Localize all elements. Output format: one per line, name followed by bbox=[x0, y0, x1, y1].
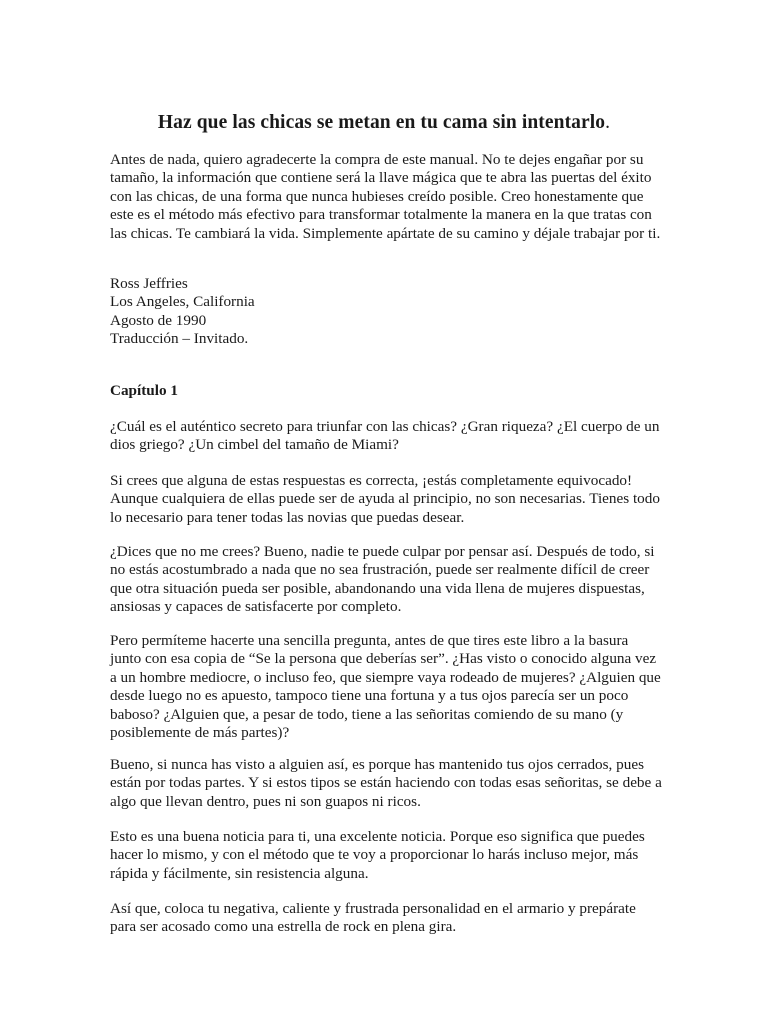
body-paragraph-7: Así que, coloca tu negativa, caliente y frustrada personalidad en el armario y prepárate para ser acosado como una estrella de rock en plena gira. bbox=[110, 900, 636, 936]
intro-paragraph: Antes de nada, quiero agradecerte la compra de este manual. No te dejes engañar por su tamaño, la información que contiene será la llave mágica que te abra las puertas del éxito con las chicas, de una forma que nunca hubieses creído posible. Creo honestamente que este es el método más efectivo para transformar totalmente la manera en la que tratas con las chicas. Te cambiará la vida. Simplemente apártate de su camino y déjale trabajar por ti. bbox=[110, 151, 661, 242]
signature-location: Los Angeles, California bbox=[110, 293, 255, 311]
signature-author: Ross Jeffries bbox=[110, 275, 188, 292]
document-title bbox=[0, 111, 768, 135]
body-paragraph-5: Bueno, si nunca has visto a alguien así, es porque has mantenido tus ojos cerrados, pues están por todas partes. Y si estos tipos se están haciendo con todas esas señoritas, se debe a algo que llevan dentro, pues ni son guapos ni ricos. bbox=[110, 756, 662, 810]
body-paragraph-6: Esto es una buena noticia para ti, una excelente noticia. Porque eso significa que puedes hacer lo mismo, y con el método que te voy a proporcionar lo harás incluso mejor, más rápida y fácilmente, sin resistencia alguna. bbox=[110, 828, 645, 882]
signature-block bbox=[110, 275, 662, 349]
body-paragraph-4: Pero permíteme hacerte una sencilla pregunta, antes de que tires este libro a la basura junto con esa copia de “Se la persona que deberías ser”. ¿Has visto o conocido alguna vez a un hombre mediocre, o incluso feo, que siempre vaya rodeado de mujeres? ¿Alguien que desde luego no es apuesto, tampoco tiene una fortuna y a tus ojos parecía ser un poco baboso? ¿Alguien que, a pesar de todo, tiene a las señoritas comiendo de su mano (y posiblemente de más partes)? bbox=[110, 632, 661, 742]
document-title-period: . bbox=[605, 112, 611, 133]
signature-date: Agosto de 1990 bbox=[110, 311, 207, 329]
document-title-text: Haz que las chicas se metan en tu cama sin intentarlo bbox=[157, 112, 606, 133]
body-paragraph-1: ¿Cuál es el auténtico secreto para triunfar con las chicas? ¿Gran riqueza? ¿El cuerpo de un dios griego? ¿Un cimbel del tamaño de Miami? bbox=[110, 418, 660, 454]
chapter-heading: Capítulo 1 bbox=[110, 382, 178, 399]
body-paragraph-2: Si crees que alguna de estas respuestas es correcta, ¡estás completamente equivocado! Aunque cualquiera de ellas puede ser de ayuda al principio, no son necesarias. Tienes todo lo necesario para tener todas las novias que puedas desear. bbox=[110, 472, 660, 526]
body-paragraph-3: ¿Dices que no me crees? Bueno, nadie te puede culpar por pensar así. Después de todo, si no estás acostumbrado a nada que no sea frustración, puede ser realmente difícil de creer que otra situación pueda ser posible, abandonando una vida llena de mujeres dispuestas, ansiosas y capaces de satisfacerte por completo. bbox=[110, 543, 655, 616]
signature-translation: Traducción – Invitado. bbox=[110, 330, 249, 348]
